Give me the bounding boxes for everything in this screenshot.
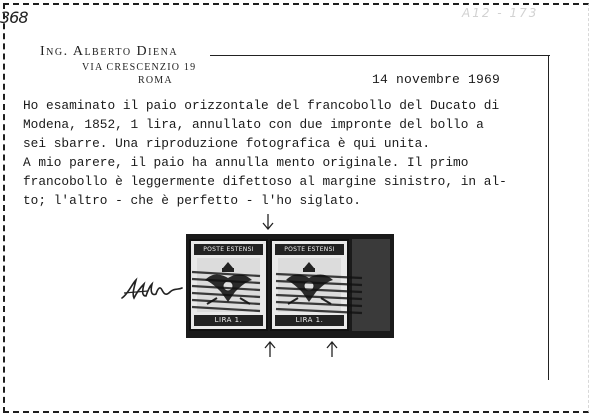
arrow-up-icon <box>264 341 276 357</box>
letterhead-city: ROMA <box>138 75 173 86</box>
stamp-value: LIRA 1. <box>194 315 263 326</box>
reference-number: 368 <box>0 8 28 27</box>
body-line: to; l'altro - che è perfetto - l'ho siglato. <box>23 193 361 208</box>
body-line: A mio parere, il paio ha annulla mento originale. Il primo <box>23 155 469 170</box>
body-line: sei sbarre. Una riproduzione fotografica è qui unita. <box>23 136 431 151</box>
body-line: Ho esaminato il paio orizzontale del francobollo del Ducato di <box>23 98 500 113</box>
arrow-down-icon <box>262 214 274 230</box>
six-bar-cancellation <box>186 234 394 338</box>
pencil-reference: A12 - 173 <box>462 6 539 20</box>
stamp-pair-photo <box>186 234 394 338</box>
certificate-date: 14 novembre 1969 <box>372 72 501 87</box>
letterhead-name: Ing. Alberto Diena <box>40 44 179 59</box>
letterhead-street: VIA CRESCENZIO 19 <box>82 62 197 73</box>
signature-mark <box>120 276 190 306</box>
body-line: francobollo è leggermente difettoso al margine sinistro, in al- <box>23 174 507 189</box>
arrow-up-icon <box>326 341 338 357</box>
certificate-body <box>23 96 563 210</box>
letterhead <box>40 44 230 86</box>
stamp-value: LIRA 1. <box>275 315 344 326</box>
body-line: Modena, 1852, 1 lira, annullato con due impronte del bollo a <box>23 117 484 132</box>
stamp-header: POSTE ESTENSI <box>194 244 263 255</box>
letterhead-rule <box>210 55 550 56</box>
stamp-header: POSTE ESTENSI <box>275 244 344 255</box>
